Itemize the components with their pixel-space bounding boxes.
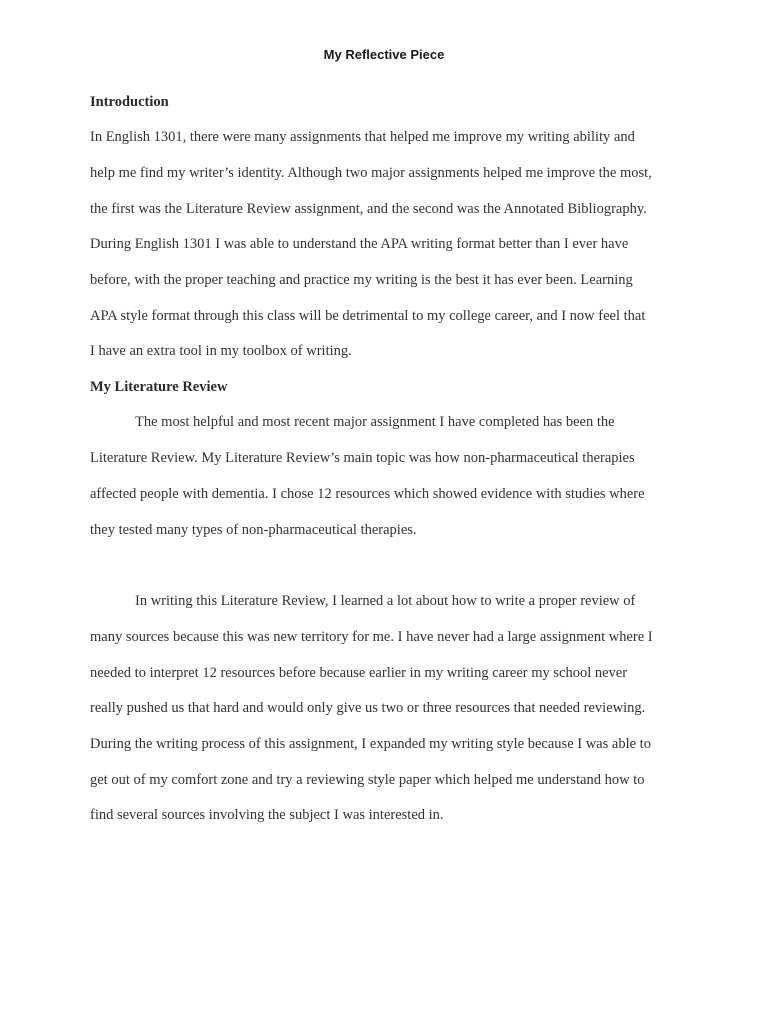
paragraph-line: really pushed us that hard and would only give us two or three resources that needed reviewing. bbox=[90, 700, 646, 716]
paragraph-line: affected people with dementia. I chose 12 resources which showed evidence with studies where bbox=[90, 486, 645, 502]
paragraph-line: Literature Review. My Literature Review’s main topic was how non-pharmaceutical therapies bbox=[90, 450, 635, 466]
paragraph-line: During English 1301 I was able to understand the APA writing format better than I ever have bbox=[90, 236, 629, 252]
paragraph-line: find several sources involving the subject I was interested in. bbox=[90, 807, 444, 823]
paragraph-line: During the writing process of this assignment, I expanded my writing style because I was able to bbox=[90, 736, 651, 752]
paragraph-line: get out of my comfort zone and try a reviewing style paper which helped me understand how to bbox=[90, 772, 645, 788]
paragraph-line: I have an extra tool in my toolbox of writing. bbox=[90, 343, 352, 359]
paragraph-line: they tested many types of non-pharmaceutical therapies. bbox=[90, 522, 417, 538]
paragraph-line: the first was the Literature Review assignment, and the second was the Annotated Bibliography. bbox=[90, 201, 647, 217]
document-title: My Reflective Piece bbox=[323, 47, 445, 62]
section-heading-introduction: Introduction bbox=[90, 94, 169, 110]
paragraph-line: needed to interpret 12 resources before because earlier in my writing career my school never bbox=[90, 665, 628, 681]
paragraph-line: The most helpful and most recent major assignment I have completed has been the bbox=[135, 414, 615, 430]
paragraph-line: help me find my writer’s identity. Although two major assignments helped me improve the most, bbox=[90, 165, 652, 181]
section-heading-literature-review: My Literature Review bbox=[90, 379, 228, 395]
paragraph-line: many sources because this was new territory for me. I have never had a large assignment where I bbox=[90, 629, 653, 645]
paragraph-line: APA style format through this class will be detrimental to my college career, and I now feel that bbox=[90, 308, 646, 324]
paragraph-line: In writing this Literature Review, I learned a lot about how to write a proper review of bbox=[135, 593, 636, 609]
paragraph-line: In English 1301, there were many assignments that helped me improve my writing ability and bbox=[90, 129, 635, 145]
paragraph-line: before, with the proper teaching and practice my writing is the best it has ever been. Learning bbox=[90, 272, 633, 288]
